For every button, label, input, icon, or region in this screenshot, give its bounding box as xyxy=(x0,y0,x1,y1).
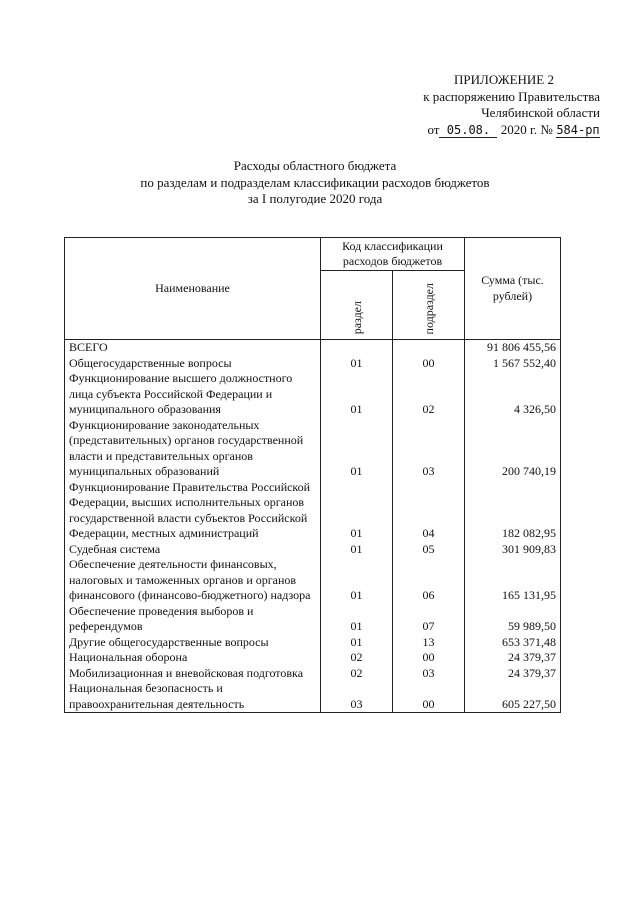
row-subsection: 13 xyxy=(393,635,465,651)
row-section: 01 xyxy=(321,418,393,480)
row-section: 01 xyxy=(321,542,393,558)
table-row xyxy=(65,542,561,558)
document-heading xyxy=(80,158,550,208)
row-subsection: 00 xyxy=(393,356,465,372)
row-section: 01 xyxy=(321,604,393,635)
row-section xyxy=(321,340,393,356)
row-sum: 91 806 455,56 xyxy=(465,340,561,356)
row-section: 01 xyxy=(321,371,393,418)
row-sum: 200 740,19 xyxy=(465,418,561,480)
header-sum: Сумма (тыс. рублей) xyxy=(465,238,561,340)
header-row xyxy=(65,238,561,271)
row-section: 03 xyxy=(321,681,393,713)
appendix-title: ПРИЛОЖЕНИЕ 2 xyxy=(454,72,554,87)
order-from-label: от xyxy=(427,121,440,137)
table-row xyxy=(65,650,561,666)
row-name: Функционирование высшего должностного лица субъекта Российской Федерации и муниципального образования xyxy=(65,371,321,418)
header-name: Наименование xyxy=(65,238,321,340)
row-sum: 24 379,37 xyxy=(465,650,561,666)
header-section: раздел xyxy=(349,301,364,335)
table-row xyxy=(65,480,561,542)
row-subsection: 00 xyxy=(393,650,465,666)
row-section: 01 xyxy=(321,635,393,651)
row-sum: 59 989,50 xyxy=(465,604,561,635)
row-name: Национальная безопасность и правоохранительная деятельность xyxy=(65,681,321,713)
appendix-line-2: Челябинской области xyxy=(481,105,600,120)
row-section: 01 xyxy=(321,480,393,542)
table-row xyxy=(65,681,561,713)
row-section: 01 xyxy=(321,557,393,604)
row-name: ВСЕГО xyxy=(65,340,321,356)
header-subsection: подраздел xyxy=(421,283,436,335)
table-row xyxy=(65,371,561,418)
table-row xyxy=(65,356,561,372)
row-sum: 301 909,83 xyxy=(465,542,561,558)
row-subsection: 02 xyxy=(393,371,465,418)
order-year-label: 2020 г. № xyxy=(500,121,553,137)
row-sum: 4 326,50 xyxy=(465,371,561,418)
appendix-block xyxy=(340,72,600,138)
row-name: Обеспечение проведения выборов и референдумов xyxy=(65,604,321,635)
table-row xyxy=(65,604,561,635)
row-section: 01 xyxy=(321,356,393,372)
header-section-cell xyxy=(321,271,393,340)
row-name: Мобилизационная и вневойсковая подготовка xyxy=(65,666,321,682)
row-name: Обеспечение деятельности финансовых, налоговых и таможенных органов и органов финансового (финансово-бюджетного) надзора xyxy=(65,557,321,604)
row-sum: 165 131,95 xyxy=(465,557,561,604)
row-sum: 182 082,95 xyxy=(465,480,561,542)
row-name: Функционирование Правительства Российской Федерации, высших исполнительных органов государственной власти субъектов Российской Федерации, местных администраций xyxy=(65,480,321,542)
row-name: Функционирование законодательных (представительных) органов государственной власти и представительных органов муниципальных образований xyxy=(65,418,321,480)
table-row xyxy=(65,418,561,480)
order-date: 05.08. xyxy=(439,124,497,138)
row-subsection: 00 xyxy=(393,681,465,713)
order-reference xyxy=(340,122,600,139)
table-row xyxy=(65,557,561,604)
row-section: 02 xyxy=(321,666,393,682)
row-name: Национальная оборона xyxy=(65,650,321,666)
row-name: Судебная система xyxy=(65,542,321,558)
table-row xyxy=(65,340,561,356)
header-code-classification: Код классификации расходов бюджетов xyxy=(321,238,465,271)
row-subsection: 03 xyxy=(393,418,465,480)
row-name: Общегосударственные вопросы xyxy=(65,356,321,372)
row-subsection: 07 xyxy=(393,604,465,635)
row-subsection: 03 xyxy=(393,666,465,682)
heading-line-2: по разделам и подразделам классификации расходов бюджетов xyxy=(140,174,490,190)
row-sum: 1 567 552,40 xyxy=(465,356,561,372)
row-sum: 605 227,50 xyxy=(465,681,561,713)
row-sum: 653 371,48 xyxy=(465,635,561,651)
order-number: 584-рп xyxy=(556,122,600,137)
row-subsection xyxy=(393,340,465,356)
appendix-line-1: к распоряжению Правительства xyxy=(423,88,600,104)
table-row xyxy=(65,666,561,682)
row-subsection: 04 xyxy=(393,480,465,542)
table-row xyxy=(65,635,561,651)
budget-table xyxy=(64,237,561,713)
row-sum: 24 379,37 xyxy=(465,666,561,682)
row-name: Другие общегосударственные вопросы xyxy=(65,635,321,651)
heading-line-1: Расходы областного бюджета xyxy=(233,158,397,173)
row-section: 02 xyxy=(321,650,393,666)
heading-line-3: за I полугодие 2020 года xyxy=(247,191,383,206)
row-subsection: 06 xyxy=(393,557,465,604)
row-subsection: 05 xyxy=(393,542,465,558)
header-subsection-cell xyxy=(393,271,465,340)
